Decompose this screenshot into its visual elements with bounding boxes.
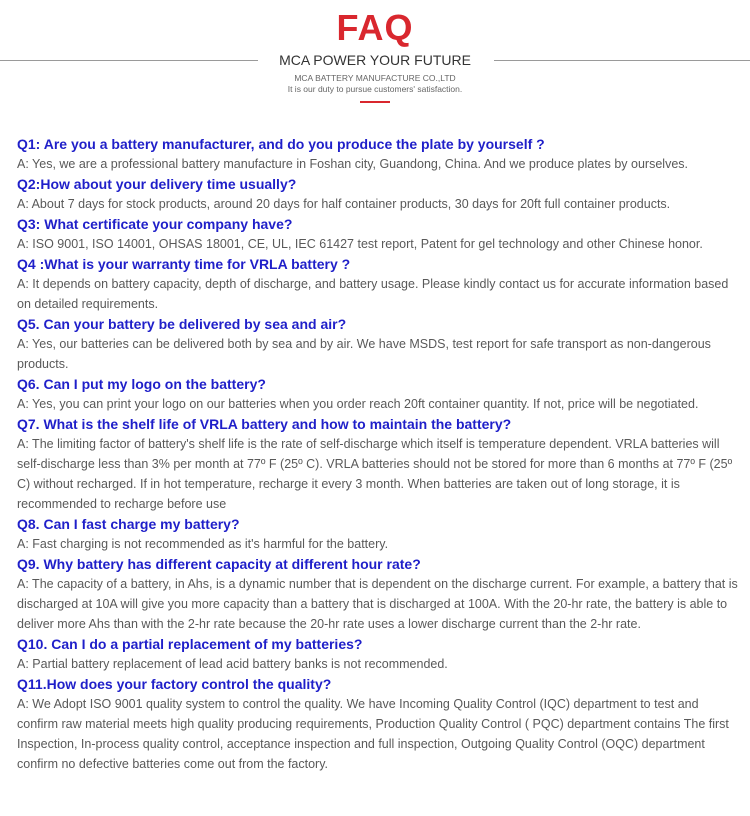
- answer: A: Yes, our batteries can be delivered both by sea and by air. We have MSDS, test report for safe transport as non-dangerous products.: [17, 337, 711, 371]
- faq-item-q4: [17, 254, 742, 314]
- faq-item-q3: [17, 214, 742, 254]
- question: Q5. Can your battery be delivered by sea and air?: [17, 316, 347, 332]
- answer: A: Yes, we are a professional battery manufacture in Foshan city, Guandong, China. And we produce plates by ourselves.: [17, 157, 688, 171]
- question: Q9. Why battery has different capacity at different hour rate?: [17, 556, 421, 572]
- answer: A: It depends on battery capacity, depth of discharge, and battery usage. Please kindly contact us for accurate information based on detailed requirements.: [17, 277, 729, 311]
- accent-underline: [360, 101, 390, 103]
- faq-item-q1: [17, 134, 742, 174]
- tagline: It is our duty to pursue customers' satisfaction.: [287, 84, 463, 94]
- question: Q10. Can I do a partial replacement of my batteries?: [17, 636, 363, 652]
- answer: A: The limiting factor of battery's shelf life is the rate of self-discharge which itself is temperature dependent. VRLA batteries will self-discharge less than 3% per month at 77º F (25º C). VRLA batteries should not be stored for more than 6 months at 77º F (25º C) without recharged. If in hot temperature, recharge it every 3 month. When batteries are taken out of long storage, it is recommended to recharge before use: [17, 437, 733, 511]
- question: Q6. Can I put my logo on the battery?: [17, 376, 266, 392]
- faq-item-q5: [17, 314, 742, 374]
- question: Q4 :What is your warranty time for VRLA battery ?: [17, 256, 351, 272]
- faq-item-q6: [17, 374, 742, 414]
- faq-item-q2: [17, 174, 742, 214]
- answer: A: About 7 days for stock products, around 20 days for half container products, 30 days for 20ft full container products.: [17, 197, 671, 211]
- answer: A: Fast charging is not recommended as it's harmful for the battery.: [17, 537, 389, 551]
- question: Q3: What certificate your company have?: [17, 216, 293, 232]
- faq-item-q7: [17, 414, 742, 514]
- company-name: MCA BATTERY MANUFACTURE CO.,LTD: [294, 73, 456, 83]
- question: Q2:How about your delivery time usually?: [17, 176, 297, 192]
- faq-item-q9: [17, 554, 742, 634]
- page-title: FAQ: [336, 7, 414, 48]
- faq-item-q10: [17, 634, 742, 674]
- answer: A: We Adopt ISO 9001 quality system to control the quality. We have Incoming Quality Control (IQC) department to test and confirm raw material meets high quality producing requirements, Production Quality Control ( PQC) department contains The first Inspection, In-process quality control, acceptance inspection and full inspection, Outgoing Quality Control (OQC) department confirm no defective batteries come out from the factory.: [17, 697, 729, 771]
- answer: A: Partial battery replacement of lead acid battery banks is not recommended.: [17, 657, 448, 671]
- question: Q1: Are you a battery manufacturer, and do you produce the plate by yourself ?: [17, 136, 545, 152]
- question: Q8. Can I fast charge my battery?: [17, 516, 240, 532]
- slogan: MCA POWER YOUR FUTURE: [279, 52, 471, 68]
- answer: A: ISO 9001, ISO 14001, OHSAS 18001, CE, UL, IEC 61427 test report, Patent for gel technology and other Chinese honor.: [17, 237, 703, 251]
- faq-item-q11: [17, 674, 742, 774]
- answer: A: Yes, you can print your logo on our batteries when you order reach 20ft container quantity. If not, price will be negotiated.: [17, 397, 699, 411]
- faq-header: [0, 0, 750, 110]
- answer: A: The capacity of a battery, in Ahs, is a dynamic number that is dependent on the discharge current. For example, a battery that is discharged at 10A will give you more capacity than a battery that is discharged at 100A. With the 20-hr rate, the battery is able to deliver more Ahs than with the 2-hr rate because the 20-hr rate uses a lower discharge current than the 2-hr rate.: [17, 577, 738, 631]
- question: Q11.How does your factory control the quality?: [17, 676, 332, 692]
- faq-list: [17, 134, 742, 774]
- question: Q7. What is the shelf life of VRLA battery and how to maintain the battery?: [17, 416, 512, 432]
- faq-item-q8: [17, 514, 742, 554]
